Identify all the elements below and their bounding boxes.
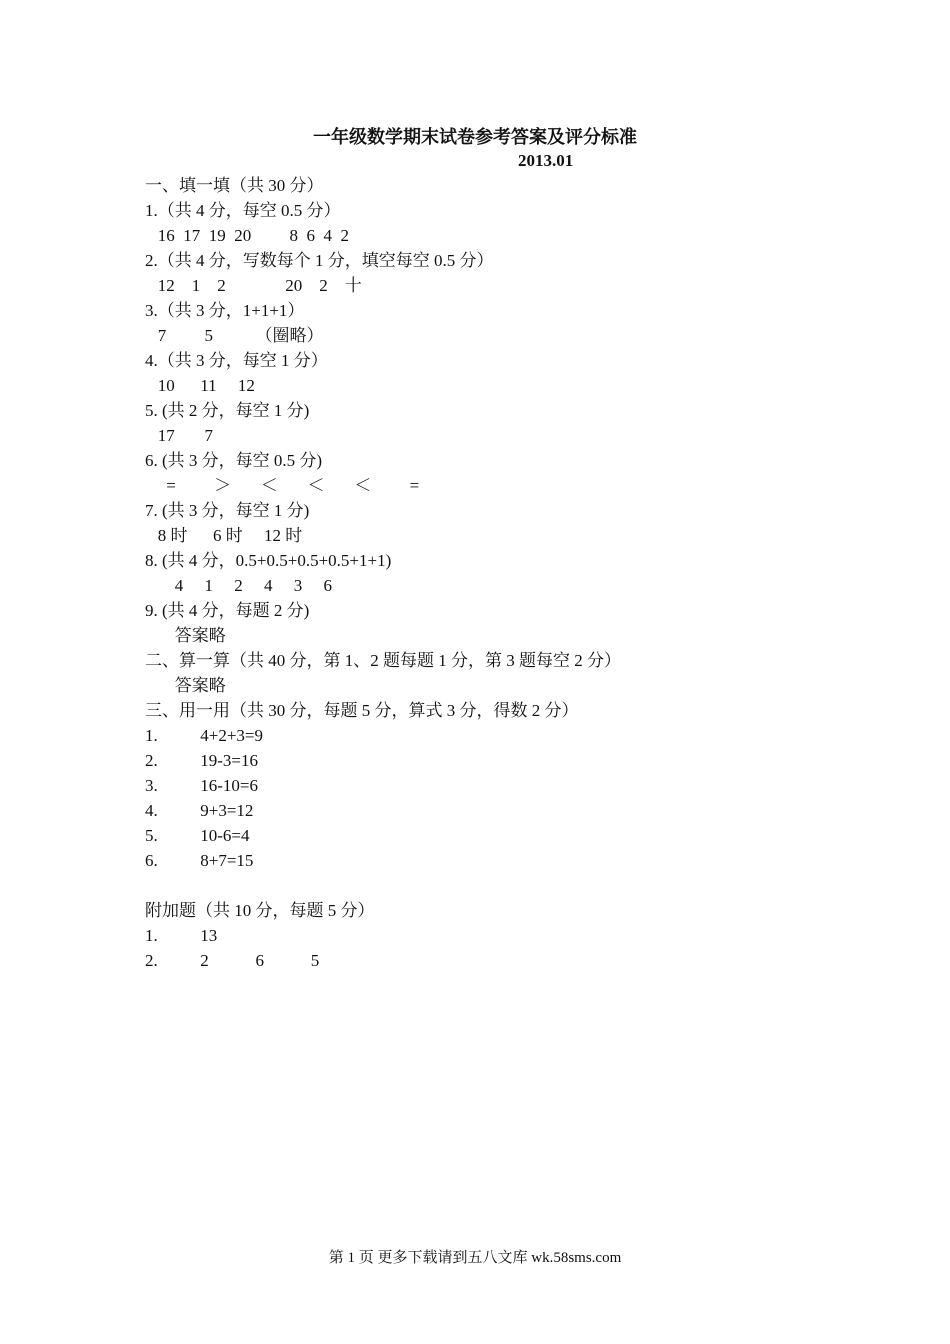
- line-q1-answers: 16 17 19 20 8 6 4 2: [145, 226, 349, 245]
- line-bonus-item-1: 1. 13: [145, 926, 218, 945]
- document-date: 2013.01: [518, 151, 574, 170]
- line-q8-answers: 4 1 2 4 3 6: [145, 576, 332, 595]
- page-footer: 第 1 页 更多下载请到五八文库 wk.58sms.com: [328, 1250, 622, 1266]
- line-s3-item-6: 6. 8+7=15: [145, 851, 254, 870]
- line-bonus-heading: 附加题（共 10 分，每题 5 分）: [145, 901, 375, 920]
- line-q1-heading: 1.（共 4 分，每空 0.5 分）: [145, 201, 341, 220]
- line-q2-answers: 12 1 2 20 2 十: [145, 276, 362, 295]
- line-q9-answers: 答案略: [145, 626, 226, 645]
- line-s3-item-3: 3. 16-10=6: [145, 776, 258, 795]
- line-q3-answers: 7 5 （圈略）: [145, 326, 324, 345]
- line-q5-answers: 17 7: [145, 426, 213, 445]
- document-title: 一年级数学期末试卷参考答案及评分标准: [313, 127, 637, 147]
- line-q7-heading: 7. (共 3 分，每空 1 分): [145, 501, 310, 520]
- line-q9-heading: 9. (共 4 分，每题 2 分): [145, 601, 310, 620]
- line-section-2-heading: 二、算一算（共 40 分，第 1、2 题每题 1 分，第 3 题每空 2 分）: [145, 651, 621, 670]
- line-q2-heading: 2.（共 4 分，写数每个 1 分，填空每空 0.5 分）: [145, 251, 494, 270]
- line-bonus-item-2: 2. 2 6 5: [145, 951, 320, 970]
- line-q5-heading: 5. (共 2 分，每空 1 分): [145, 401, 310, 420]
- line-q3-heading: 3.（共 3 分，1+1+1）: [145, 301, 305, 320]
- line-s3-item-5: 5. 10-6=4: [145, 826, 250, 845]
- line-q4-heading: 4.（共 3 分，每空 1 分）: [145, 351, 328, 370]
- line-q8-heading: 8. (共 4 分，0.5+0.5+0.5+0.5+1+1): [145, 551, 392, 570]
- line-section-2-answers: 答案略: [145, 676, 226, 695]
- line-q6-answers: = ＞ ＜ ＜ ＜ =: [145, 476, 420, 495]
- line-s3-item-2: 2. 19-3=16: [145, 751, 258, 770]
- line-q4-answers: 10 11 12: [145, 376, 255, 395]
- line-q7-answers: 8 时 6 时 12 时: [145, 526, 303, 545]
- line-q6-heading: 6. (共 3 分，每空 0.5 分): [145, 451, 323, 470]
- line-s3-item-4: 4. 9+3=12: [145, 801, 254, 820]
- line-section-1-heading: 一、填一填（共 30 分）: [145, 176, 324, 195]
- line-section-3-heading: 三、用一用（共 30 分，每题 5 分，算式 3 分，得数 2 分）: [145, 701, 579, 720]
- line-s3-item-1: 1. 4+2+3=9: [145, 726, 264, 745]
